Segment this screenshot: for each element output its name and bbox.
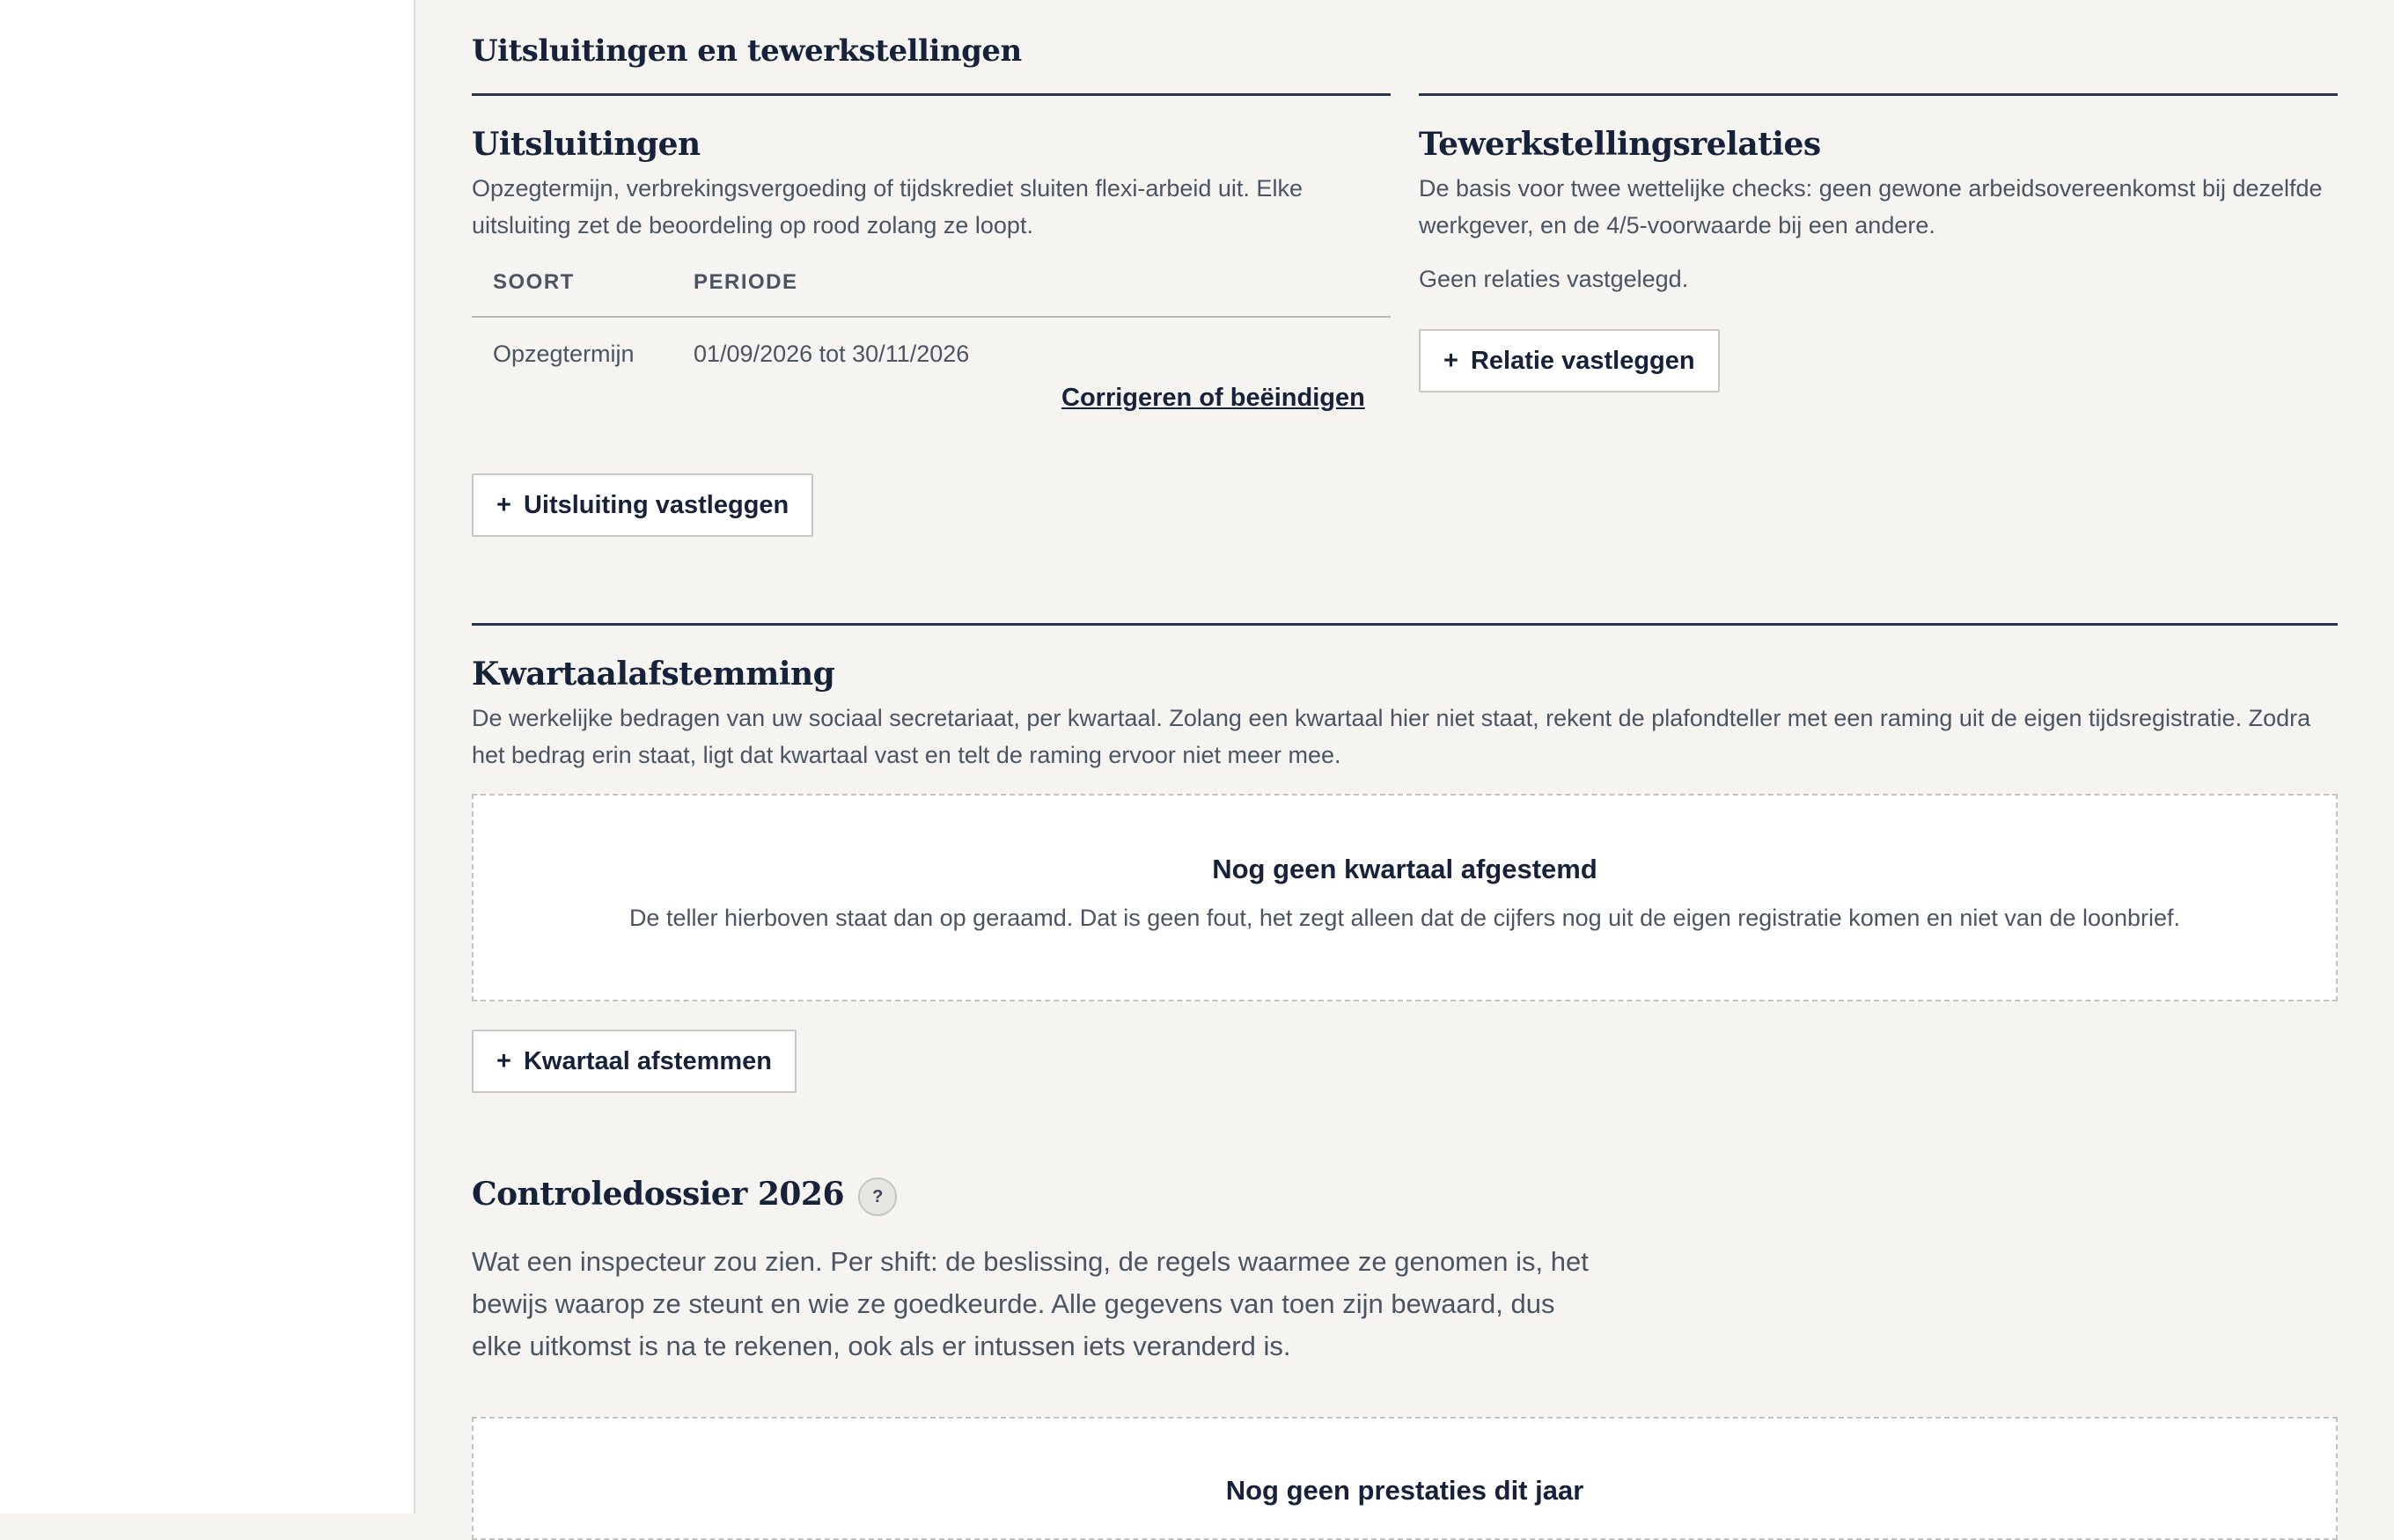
table-row: [472, 317, 1391, 368]
page-title: Uitsluitingen en tewerkstellingen: [472, 33, 1022, 69]
exclusion-period: 01/09/2026 tot 30/11/2026: [694, 341, 970, 367]
relations-divider: [1419, 93, 2338, 96]
reconciliation-empty-state: [472, 794, 2338, 1001]
column-header-type: SOORT: [472, 270, 672, 317]
plus-icon: +: [496, 490, 511, 519]
relations-title: Tewerkstellingsrelaties: [1419, 126, 1821, 163]
sidebar: [0, 0, 415, 1514]
exclusions-divider: [472, 93, 1391, 96]
correct-or-end-link[interactable]: Corrigeren of beëindigen: [1061, 384, 1365, 412]
relations-section: [1419, 93, 2338, 410]
add-exclusion-button[interactable]: [472, 473, 813, 537]
column-header-period: PERIODE: [672, 270, 1391, 317]
dossier-title: Controledossier 2026: [472, 1176, 845, 1213]
exclusions-table: [472, 270, 1391, 368]
add-exclusion-label: Uitsluiting vastleggen: [523, 490, 789, 519]
help-icon[interactable]: ?: [858, 1177, 897, 1216]
plus-icon: +: [496, 1046, 511, 1075]
exclusions-title: Uitsluitingen: [472, 126, 701, 163]
dossier-description: Wat een inspecteur zou zien. Per shift: de beslissing, de regels waarmee ze genomen is, het bewijs waarop ze steunt en wie ze goedkeurde. Alle gegevens van toen zijn bewaard, dus elke uitkomst is na te rekenen, ook als er intussen iets veranderd is.: [472, 1246, 1589, 1361]
reconcile-quarter-button[interactable]: [472, 1030, 797, 1093]
exclusion-type: Opzegtermijn: [493, 341, 635, 367]
exclusions-description: Opzegtermijn, verbrekingsvergoeding of tijdskrediet sluiten flexi-arbeid uit. Elke uitsluiting zet de beoordeling op rood zolang ze loopt.: [472, 175, 1303, 238]
plus-icon: +: [1443, 346, 1458, 375]
reconciliation-title: Kwartaalafstemming: [472, 656, 835, 693]
reconciliation-description: De werkelijke bedragen van uw sociaal secretariaat, per kwartaal. Zolang een kwartaal hier niet staat, rekent de plafondteller met een raming uit de eigen tijdsregistratie. Zodra het bedrag erin staat, ligt dat kwartaal vast en telt de raming ervoor niet meer mee.: [472, 705, 2311, 768]
reconciliation-empty-text: De teller hierboven staat dan op geraamd. Dat is geen fout, het zegt alleen dat de cijfers nog uit de eigen registratie komen en niet van de loonbrief.: [628, 905, 2181, 931]
dossier-heading: [472, 1176, 2338, 1216]
reconciliation-section: [472, 623, 2338, 1098]
reconcile-quarter-label: Kwartaal afstemmen: [523, 1046, 772, 1075]
relations-empty-text: Geen relaties vastgelegd.: [1419, 266, 1689, 292]
reconciliation-divider: [472, 623, 2338, 626]
relations-description: De basis voor twee wettelijke checks: geen gewone arbeidsovereenkomst bij dezelfde werkgever, en de 4/5-voorwaarde bij een andere.: [1419, 175, 2323, 238]
dossier-empty-title: Nog geen prestaties dit jaar: [1225, 1475, 1584, 1506]
exclusions-section: [472, 93, 1391, 551]
add-relation-label: Relatie vastleggen: [1470, 346, 1695, 375]
dossier-empty-state: [472, 1417, 2338, 1540]
dossier-section: [472, 1176, 2338, 1514]
reconciliation-empty-title: Nog geen kwartaal afgestemd: [1212, 854, 1597, 884]
add-relation-button[interactable]: [1419, 329, 1720, 392]
